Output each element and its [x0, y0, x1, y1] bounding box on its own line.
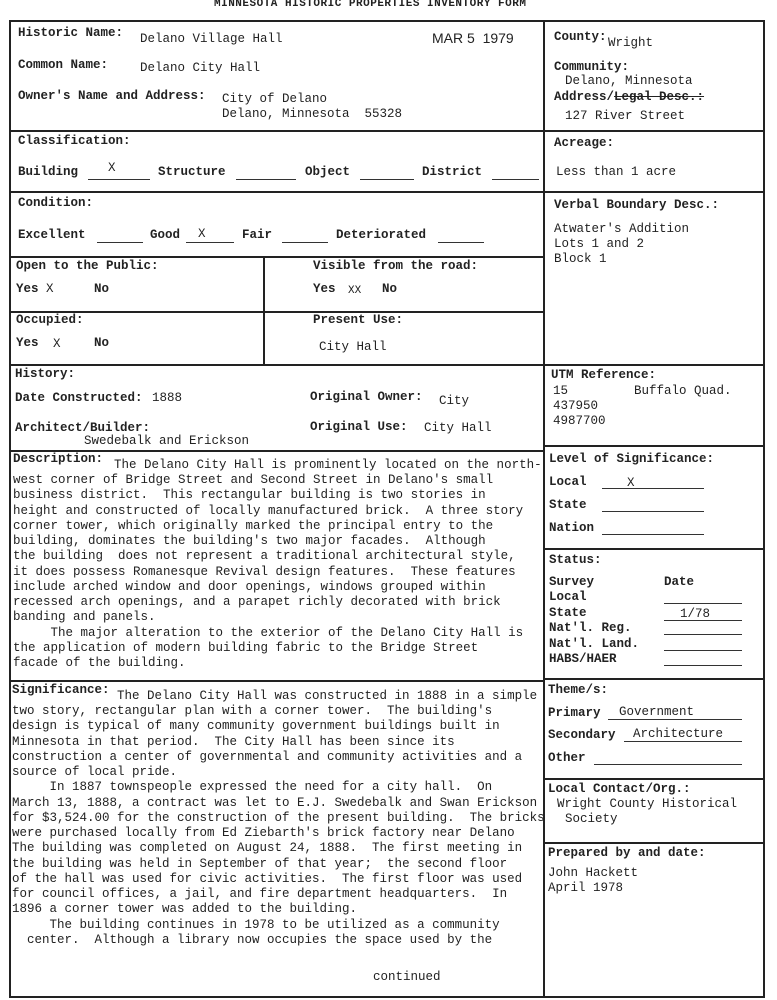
- original-owner-value: City: [439, 394, 470, 408]
- description-line: recessed arch openings, and a parapet richly decorated with brick: [13, 595, 501, 609]
- divider: [9, 256, 544, 258]
- excellent-blank: [97, 242, 143, 243]
- divider: [9, 680, 544, 682]
- significance-line: 1896 a corner tower was added to the building.: [12, 902, 358, 916]
- status-habs-blank: [664, 665, 742, 666]
- divider: [543, 130, 765, 132]
- significance-line: The building continues in 1978 to be utilized as a community: [12, 918, 500, 932]
- district-blank: [492, 179, 539, 180]
- good-mark: X: [198, 227, 206, 241]
- object-blank: [360, 179, 414, 180]
- significance-line: In 1887 townspeople expressed the need for a city hall. On: [12, 780, 493, 794]
- structure-label: Structure: [158, 165, 226, 179]
- good-label: Good: [150, 228, 181, 242]
- prepared-date: April 1978: [548, 881, 624, 895]
- utm-easting: 437950: [553, 399, 599, 413]
- theme-other-label: Other: [548, 751, 586, 765]
- significance-line: for $3,524.00 for the construction of the present building. The bricks: [12, 811, 545, 825]
- road-yes-label: Yes: [313, 282, 336, 296]
- boundary-label: Verbal Boundary Desc.:: [554, 198, 720, 212]
- divider: [543, 191, 765, 193]
- status-natland-blank: [664, 650, 742, 651]
- public-label: Open to the Public:: [16, 259, 159, 273]
- architect-label: Architect/Builder:: [15, 421, 151, 435]
- occupied-yes-mark: X: [53, 337, 61, 351]
- theme-secondary-value: Architecture: [633, 727, 724, 741]
- divider: [543, 364, 765, 366]
- description-line: facade of the building.: [13, 656, 186, 670]
- divider: [543, 678, 765, 680]
- description-line: The major alteration to the exterior of the Delano City Hall is: [13, 626, 524, 640]
- status-natland-label: Nat'l. Land.: [549, 637, 640, 651]
- divider: [543, 548, 765, 550]
- significance-line: construction a center of governmental and community activities and a: [12, 750, 523, 764]
- column-divider: [543, 20, 545, 998]
- address-label: Address/Legal Desc.:: [554, 90, 705, 104]
- significance-line: two story, rectangular plan with a corner tower. The building's: [12, 704, 493, 718]
- divider: [9, 311, 544, 313]
- community-label: Community:: [554, 60, 630, 74]
- present-use-label: Present Use:: [313, 313, 404, 327]
- building-blank: [88, 179, 150, 180]
- utm-northing: 4987700: [553, 414, 606, 428]
- boundary-line: Block 1: [554, 252, 607, 266]
- contact-label: Local Contact/Org.:: [548, 782, 691, 796]
- public-yes-mark: X: [46, 282, 54, 296]
- level-local-mark: X: [627, 476, 635, 490]
- owner-label: Owner's Name and Address:: [18, 89, 206, 103]
- level-nation-blank: [602, 534, 704, 535]
- status-survey-label: Survey: [549, 575, 595, 589]
- prepared-label: Prepared by and date:: [548, 846, 706, 860]
- level-local-label: Local: [549, 475, 587, 489]
- themes-label: Theme/s:: [548, 683, 609, 697]
- good-blank: [186, 242, 234, 243]
- status-label: Status:: [549, 553, 602, 567]
- description-label: Description:: [13, 452, 104, 466]
- original-owner-label: Original Owner:: [310, 390, 423, 404]
- fair-blank: [282, 242, 328, 243]
- description-line: the application of modern building fabric to the Bridge Street: [13, 641, 479, 655]
- status-date-label: Date: [664, 575, 695, 589]
- condition-label: Condition:: [18, 196, 94, 210]
- form-title: MINNESOTA HISTORIC PROPERTIES INVENTORY FORM: [214, 0, 527, 10]
- address-value: 127 River Street: [565, 109, 686, 123]
- utm-zone: 15: [553, 384, 569, 398]
- present-use-value: City Hall: [319, 340, 387, 354]
- status-natreg-blank: [664, 634, 742, 635]
- level-state-blank: [602, 511, 704, 512]
- description-line: building, dominates the building's two major facades. Although: [13, 534, 486, 548]
- history-label: History:: [15, 367, 76, 381]
- theme-primary-label: Primary: [548, 706, 601, 720]
- road-yes-mark: XX: [348, 285, 362, 297]
- significance-level-label: Level of Significance:: [549, 452, 715, 466]
- continued-note: continued: [373, 970, 441, 984]
- excellent-label: Excellent: [18, 228, 86, 242]
- significance-line: were purchased locally from Ed Ziebarth's brick factory near Delano: [12, 826, 515, 840]
- original-use-label: Original Use:: [310, 420, 408, 434]
- significance-line: of the hall was used for civic activities. The first floor was used: [12, 872, 523, 886]
- prepared-name: John Hackett: [548, 866, 639, 880]
- theme-primary-blank: [608, 719, 742, 720]
- occupied-no-label: No: [94, 336, 110, 350]
- boundary-line: Atwater's Addition: [554, 222, 690, 236]
- divider: [9, 364, 544, 366]
- historic-name-value: Delano Village Hall: [140, 32, 283, 46]
- level-nation-label: Nation: [549, 521, 595, 535]
- deteriorated-label: Deteriorated: [336, 228, 427, 242]
- object-label: Object: [305, 165, 351, 179]
- utm-quad: Buffalo Quad.: [634, 384, 732, 398]
- description-line: corner tower, which originally marked the principal entry to the: [13, 519, 494, 533]
- level-local-blank: [602, 488, 704, 489]
- common-name-value: Delano City Hall: [140, 61, 261, 75]
- contact-line: Society: [565, 812, 618, 826]
- road-label: Visible from the road:: [313, 259, 479, 273]
- utm-label: UTM Reference:: [551, 368, 657, 382]
- original-use-value: City Hall: [424, 421, 492, 435]
- description-line: height and constructed of locally manufactured brick. A three story: [13, 504, 524, 518]
- significance-line: for council offices, a jail, and fire department headquarters. In: [12, 887, 508, 901]
- theme-secondary-blank: [624, 741, 742, 742]
- deteriorated-blank: [438, 242, 484, 243]
- divider: [263, 256, 265, 364]
- acreage-label: Acreage:: [554, 136, 615, 150]
- divider: [543, 778, 765, 780]
- description-line: business district. This rectangular building is two stories in: [13, 488, 486, 502]
- theme-primary-value: Government: [619, 705, 695, 719]
- theme-other-blank: [594, 764, 742, 765]
- fair-label: Fair: [242, 228, 273, 242]
- boundary-line: Lots 1 and 2: [554, 237, 645, 251]
- divider: [543, 445, 765, 447]
- architect-value: Swedebalk and Erickson: [84, 434, 250, 448]
- significance-line: the building was held in September of that year; the second floor: [12, 857, 508, 871]
- significance-line: source of local pride.: [12, 765, 178, 779]
- significance-line: March 13, 1888, a contract was let to E.J. Swedebalk and Swan Erickson: [12, 796, 538, 810]
- received-date-stamp: MAR 5 1979: [432, 30, 514, 46]
- public-no-label: No: [94, 282, 110, 296]
- date-constructed-label: Date Constructed:: [15, 391, 143, 405]
- road-no-label: No: [382, 282, 398, 296]
- contact-line: Wright County Historical: [557, 797, 738, 811]
- status-state-blank: [664, 620, 742, 621]
- significance-line: design is typical of many community government buildings built in: [12, 719, 500, 733]
- status-natreg-label: Nat'l. Reg.: [549, 621, 632, 635]
- occupied-yes-label: Yes: [16, 336, 39, 350]
- county-label: County:: [554, 30, 607, 44]
- description-line: west corner of Bridge Street and Second Street in Delano's small: [13, 473, 494, 487]
- significance-line: The building was completed on August 24, 1888. The first meeting in: [12, 841, 523, 855]
- status-state-label: State: [549, 606, 587, 620]
- divider: [9, 130, 544, 132]
- significance-line: center. Although a library now occupies the space used by the: [12, 933, 493, 947]
- divider: [9, 191, 544, 193]
- district-label: District: [422, 165, 483, 179]
- classification-label: Classification:: [18, 134, 131, 148]
- public-yes-label: Yes: [16, 282, 39, 296]
- common-name-label: Common Name:: [18, 58, 109, 72]
- description-line: banding and panels.: [13, 610, 156, 624]
- status-habs-label: HABS/HAER: [549, 652, 617, 666]
- description-line: The Delano City Hall is prominently located on the north-: [114, 458, 542, 472]
- significance-label: Significance:: [12, 683, 110, 697]
- building-mark: X: [108, 161, 116, 175]
- status-local-blank: [664, 603, 742, 604]
- description-line: the building does not represent a traditional architectural style,: [13, 549, 516, 563]
- historic-name-label: Historic Name:: [18, 26, 124, 40]
- date-constructed-value: 1888: [152, 391, 183, 405]
- community-value: Delano, Minnesota: [565, 74, 693, 88]
- description-line: it does possess Romanesque Revival design features. These features: [13, 565, 516, 579]
- level-state-label: State: [549, 498, 587, 512]
- status-state-date: 1/78: [680, 607, 711, 621]
- description-line: include arched window and door openings, windows grouped within: [13, 580, 486, 594]
- significance-line: The Delano City Hall was constructed in 1888 in a simple: [117, 689, 538, 703]
- owner-line-2: Delano, Minnesota 55328: [222, 107, 403, 121]
- status-local-label: Local: [549, 590, 587, 604]
- owner-line-1: City of Delano: [222, 92, 328, 106]
- divider: [543, 842, 765, 844]
- significance-line: Minnesota in that period. The City Hall has been since its: [12, 735, 455, 749]
- acreage-value: Less than 1 acre: [556, 165, 677, 179]
- theme-secondary-label: Secondary: [548, 728, 616, 742]
- building-label: Building: [18, 165, 79, 179]
- county-value: Wright: [608, 36, 654, 50]
- occupied-label: Occupied:: [16, 313, 84, 327]
- structure-blank: [236, 179, 296, 180]
